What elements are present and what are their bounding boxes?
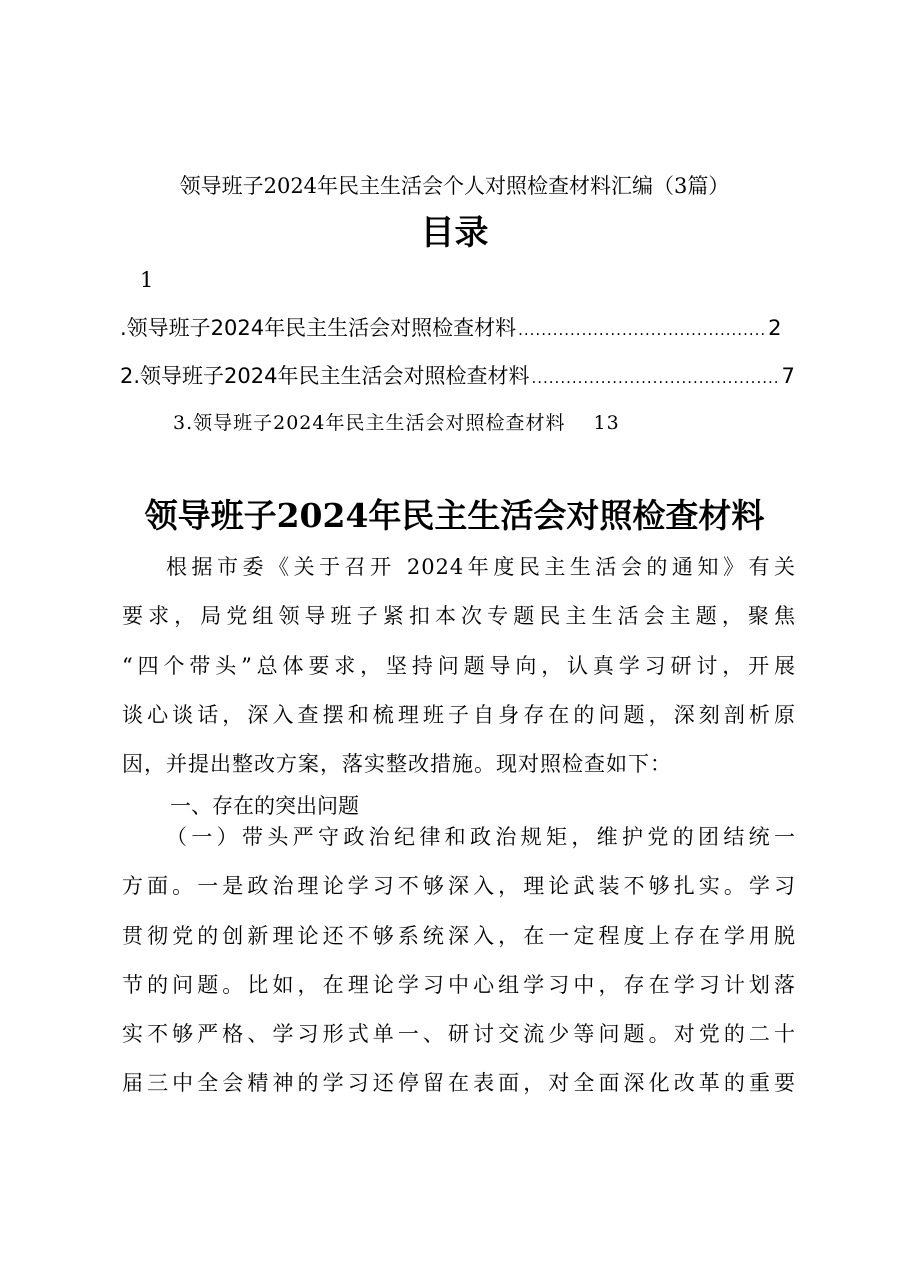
paragraph-line: 贯彻党的创新理论还不够系统深入，在一定程度上存在学用脱 [122, 923, 796, 948]
toc-entry-text: 2.领导班子2024年民主生活会对照检查材料 [120, 364, 530, 388]
paragraph-line: 谈心谈话，深入查摆和梳理班子自身存在的问题，深刻剖析原 [122, 702, 796, 727]
toc-entry-text: .领导班子2024年民主生活会对照检查材料 [120, 316, 517, 340]
paragraph-line: 根据市委《关于召开 2024年度民主生活会的通知》有关 [166, 555, 796, 579]
toc-entry-number: 1 [140, 268, 154, 292]
toc-entry-1[interactable] [120, 312, 782, 342]
section-title: 领导班子2024年民主生活会对照检查材料 [144, 496, 765, 535]
toc-entry-2[interactable] [120, 360, 795, 390]
toc-dot-leader: ........................................... [531, 369, 780, 387]
paragraph-line: “四个带头”总体要求，坚持问题导向，认真学习研讨，开展 [122, 653, 796, 678]
toc-entry-page: 13 [593, 412, 620, 434]
paragraph-line: 因，并提出整改方案，落实整改措施。现对照检查如下： [122, 752, 672, 777]
paragraph-line: 节的问题。比如，在理论学习中心组学习中，存在学习计划落 [122, 972, 796, 997]
body-paragraph [122, 813, 796, 1109]
subsection-heading: 一、存在的突出问题 [170, 794, 359, 818]
document-title: 领导班子2024年民主生活会个人对照检查材料汇编（3篇） [179, 174, 730, 198]
toc-entry-3[interactable] [173, 408, 620, 435]
toc-heading: 目录 [420, 213, 489, 253]
intro-paragraph [122, 543, 796, 789]
toc-dot-leader: ........................................... [518, 321, 767, 339]
paragraph-line: 届三中全会精神的学习还停留在表面，对全面深化改革的重要 [122, 1071, 796, 1096]
paragraph-line: 要求，局党组领导班子紧扣本次专题民主生活会主题，聚焦 [122, 604, 796, 629]
paragraph-line: 实不够严格、学习形式单一、研讨交流少等问题。对党的二十 [122, 1022, 796, 1047]
toc-entry-page: 2 [768, 316, 782, 340]
toc-entry-text: 3.领导班子2024年民主生活会对照检查材料 [173, 412, 566, 434]
paragraph-line: 方面。一是政治理论学习不够深入，理论武装不够扎实。学习 [122, 874, 796, 899]
toc-entry-page: 7 [781, 364, 795, 388]
paragraph-line: （一）带头严守政治纪律和政治规矩，维护党的团结统一 [166, 825, 796, 849]
